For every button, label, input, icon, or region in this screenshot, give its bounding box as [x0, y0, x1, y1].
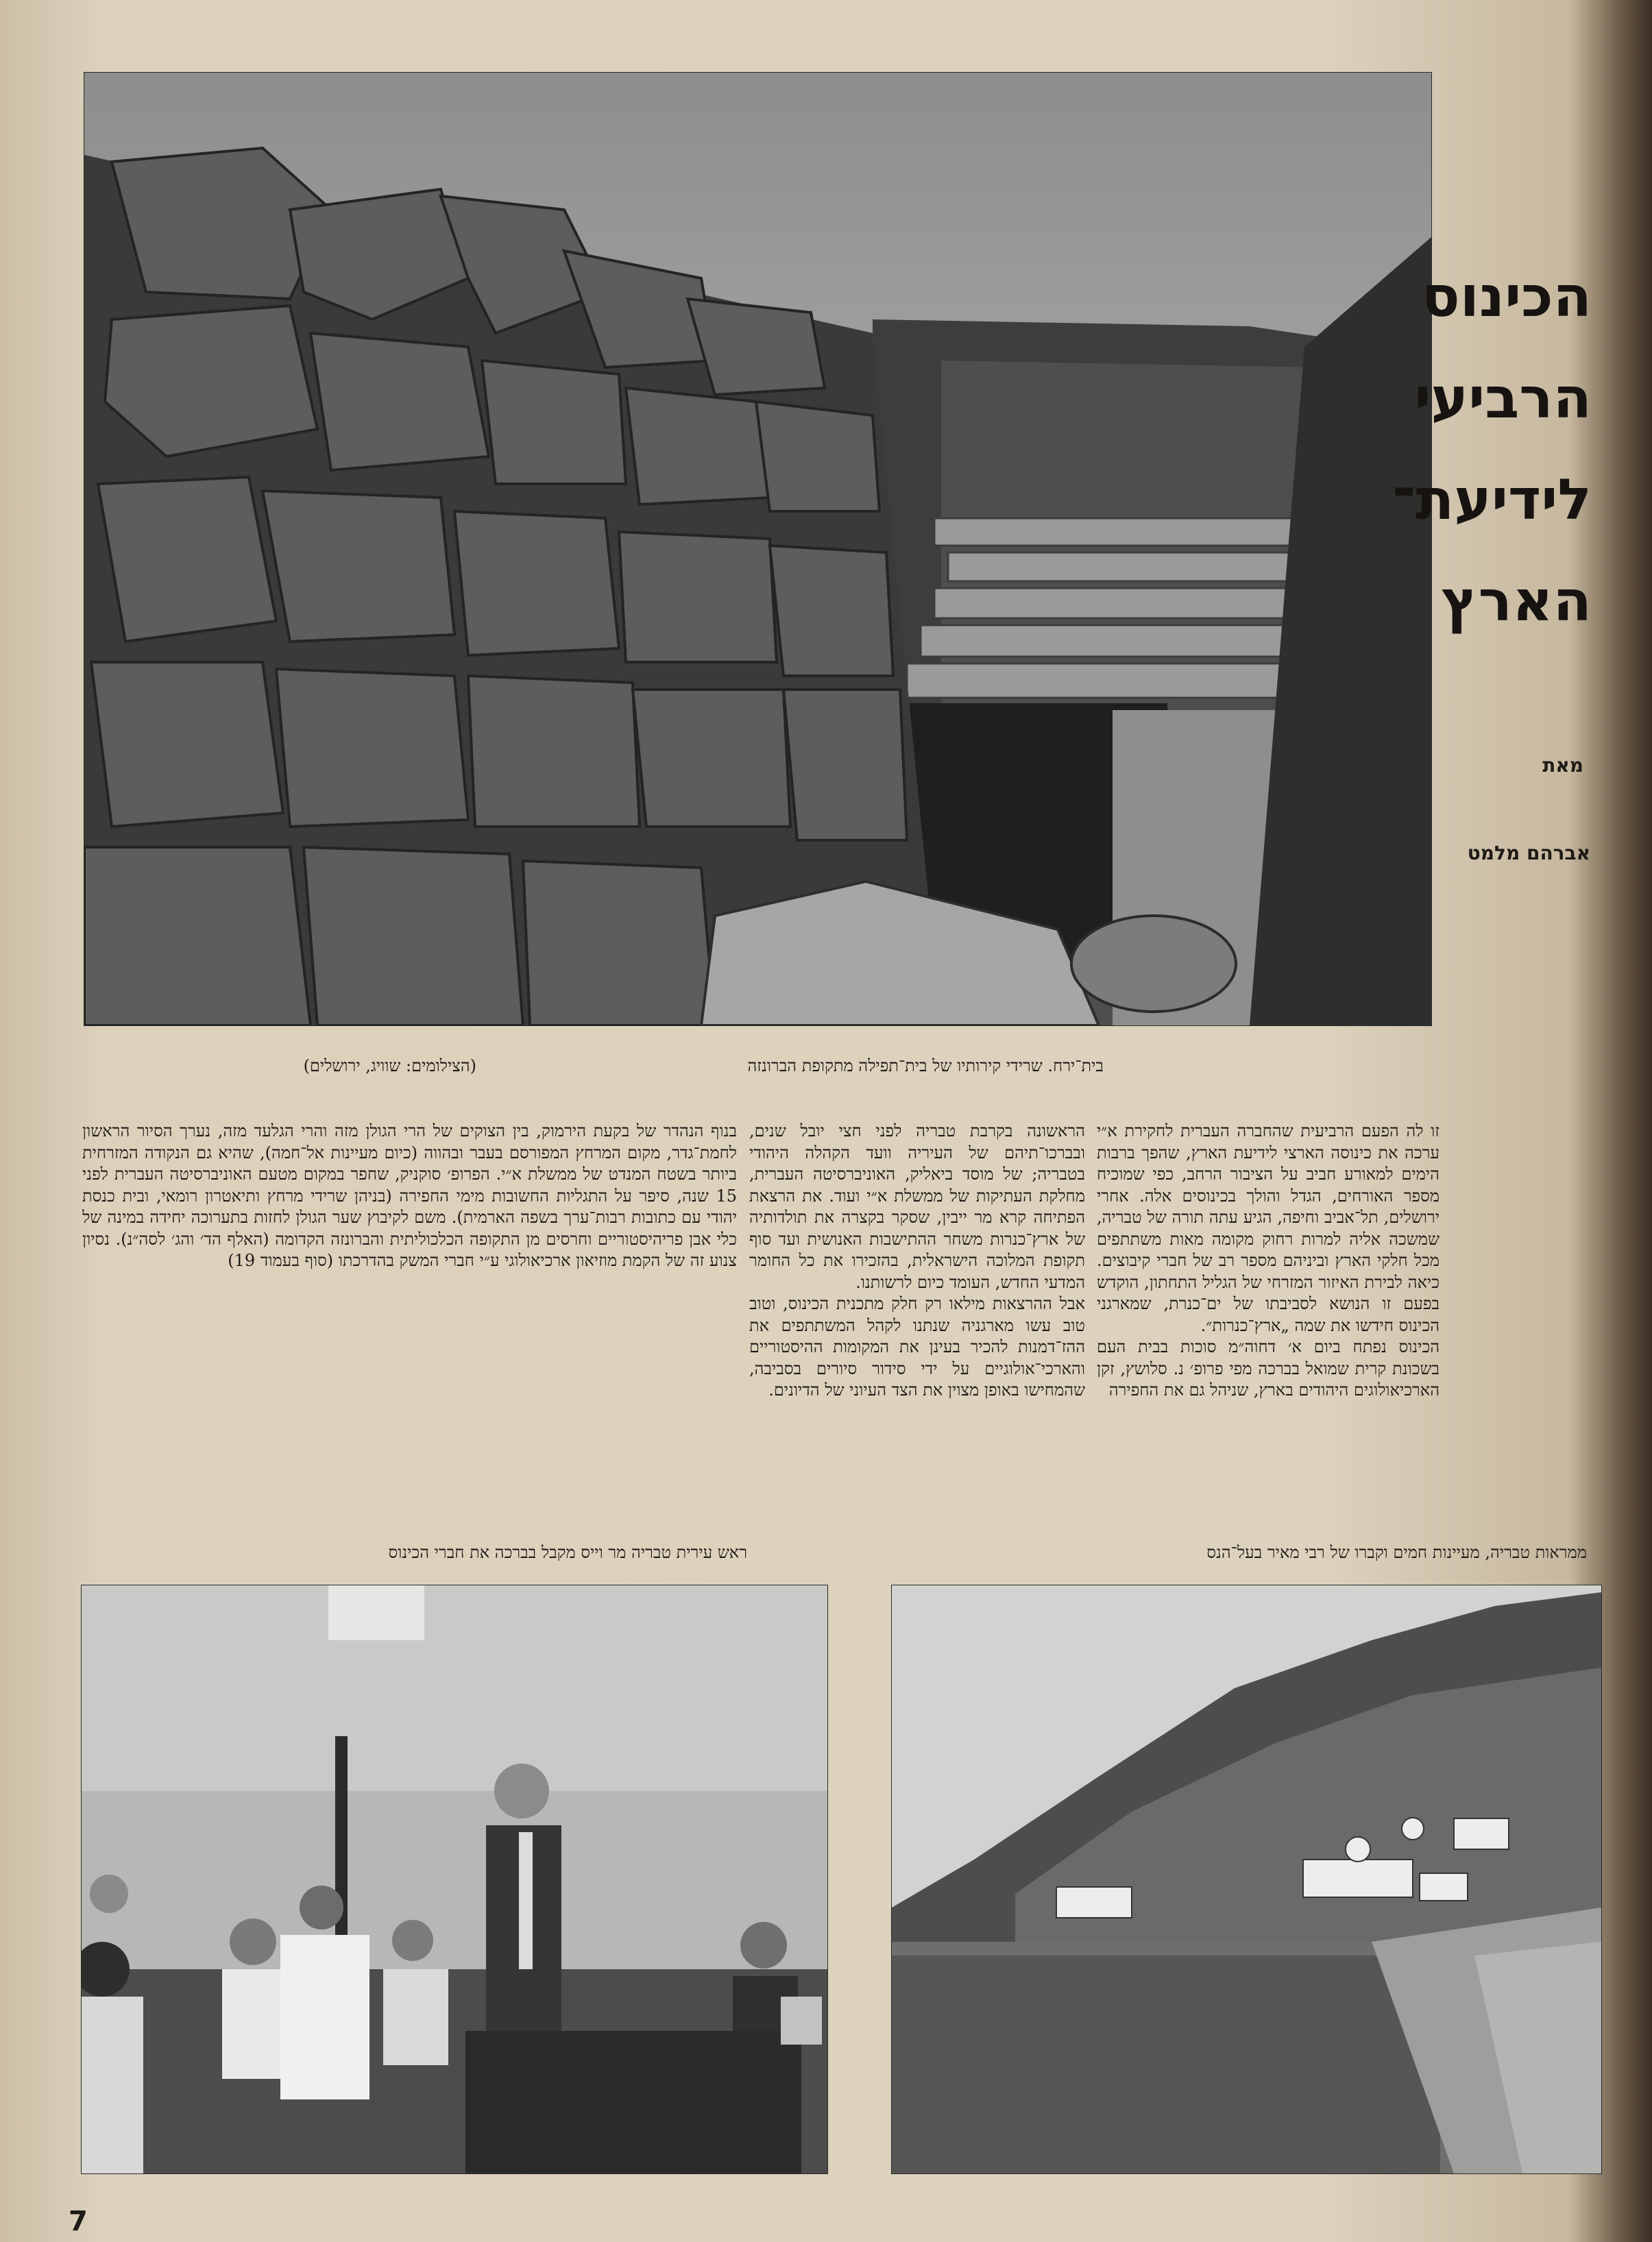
meeting-photo-caption: ראש עירית טבריה מר וייס מקבל בברכה את חברי הכינוס	[388, 1543, 747, 1562]
beit-yerah-ruins-image	[84, 73, 1431, 1025]
page-number: 7	[69, 2206, 88, 2237]
lake-landscape-image	[892, 1585, 1601, 2173]
article-column-middle: הראשונה בקרבת טבריה לפני חצי יובל שנים, ובברכו־תיהם של העיריה וועד הקהלה היהודי בטבריה; של מוסד ביאליק, האוניברסיטה העברית, מחלקת העתיקות של ממשלת א״י ועוד. את הרצאת הפתיחה קרא מר ייבין, שסקר בקצרה את תולדותיה של ארץ־כנרות משחר ההתישבות האנושית ועד סוף תקופת המלוכה הישראלית, בהזכירו את כל החומר המדעי החדש, העומד כיום לרשותנו. אבל ההרצאות מילאו רק חלק מתכנית הכינוס, וטוב טוב עשו מארגניה שנתנו לקהל המשתתפים את ההז־דמנות להכיר בעינן את המקומות ההיסטוריים והארכי־אולוגיים על ידי סידור סיורים בסביבה, שהמחישו באופן מצוין את הצד העיוני של הדיונים.	[749, 1121, 1085, 1400]
lake-photo-caption: ממראות טבריה, מעיינות חמים וקברו של רבי מאיר בעל־הנס	[1206, 1543, 1587, 1562]
meeting-scene-image	[82, 1585, 827, 2173]
article-column-right: זו לה הפעם הרביעית שהחברה העברית לחקירת א״י ערכה את כינוסה הארצי לידיעת הארץ, שהפך ברבות הימים למאורע חביב על הציבור הרחב, כפי שמוכיח מספר האורחים, הגדל והולך בכינוסים אלה. אחרי ירושלים, תל־אביב וחיפה, הגיע עתה תורה של טבריה, שמשכה אליה למרות רחוק מקומה מאות משתתפים מכל חלקי הארץ וביניהם מספר רב של חברי קיבוצים. כיאה לבירת האיזור המזרחי של הגליל התחתון, הוקדש בפעם זו הנושא לסביבתו של ים־כנרת, שמארגני הכינוס חידשו את שמה „ארץ־כנרות״. הכינוס נפתח ביום א׳ דחוה״מ סוכות בבית העם בשכונת קרית שמואל בברכה מפי פרופ׳ נ. סלושץ, זקן הארכיאולוגים היהודים בארץ, שניהל גם את החפירה	[1097, 1121, 1440, 1400]
title-line-1: הכינוס	[1422, 265, 1592, 330]
article-title	[1392, 247, 1592, 699]
article-column-left: בנוף הנהדר של בקעת הירמוק, בין הצוקים של הרי הגולן מזה והרי הגלעד מזה, נערך הסיור הראשון לחמת־גדר, מקום המרחץ המפורסם בעבר ובהווה (כיום מעיינות אל־חמה), שהיא גם הנקודה המזרחית ביותר בשטח המנדט של ממשלת א״י. הפרופ׳ סוקניק, שחפר במקום מטעם האוניברסיטה העברית לפני 15 שנה, סיפר על התגליות החשובות מימי החפירה (בניהן שרידי מרחץ ותיאטרון רומאי, ובית כנסת יהודי עם כתובות רבות־ערך בשפה הארמית). משם לקיבוץ שער הגולן לחזות בתערוכה יחידה במינה של כלי אבן פריהיסטוריים וחרסים מן התקופה הכלכוליתית והברונזה הקדומה (האלף הד׳ והג׳ לסה״נ). נסיון צנוע זה של הקמת מוזיאון ארכיאולוגי ע״י חברי המשק בהדרכתו (סוף בעמוד 19)	[82, 1121, 737, 1270]
byline-author: אברהם מלמט	[1467, 842, 1590, 864]
tiberias-lake-photo	[891, 1585, 1602, 2174]
title-line-2: הרביעי	[1414, 366, 1592, 431]
mayor-welcome-photo	[81, 1585, 828, 2174]
beit-yerah-photo	[84, 72, 1432, 1026]
byline-from: מאת	[1542, 754, 1583, 777]
top-photo-caption: בית־ירח. שרידי קירותיו של בית־תפילה מתקופת הברונזה	[747, 1056, 1104, 1075]
photo-credit: (הצילומים: שוויג, ירושלים)	[303, 1056, 476, 1075]
title-line-3: לידיעת־	[1392, 467, 1592, 533]
title-line-4: הארץ	[1441, 569, 1592, 634]
